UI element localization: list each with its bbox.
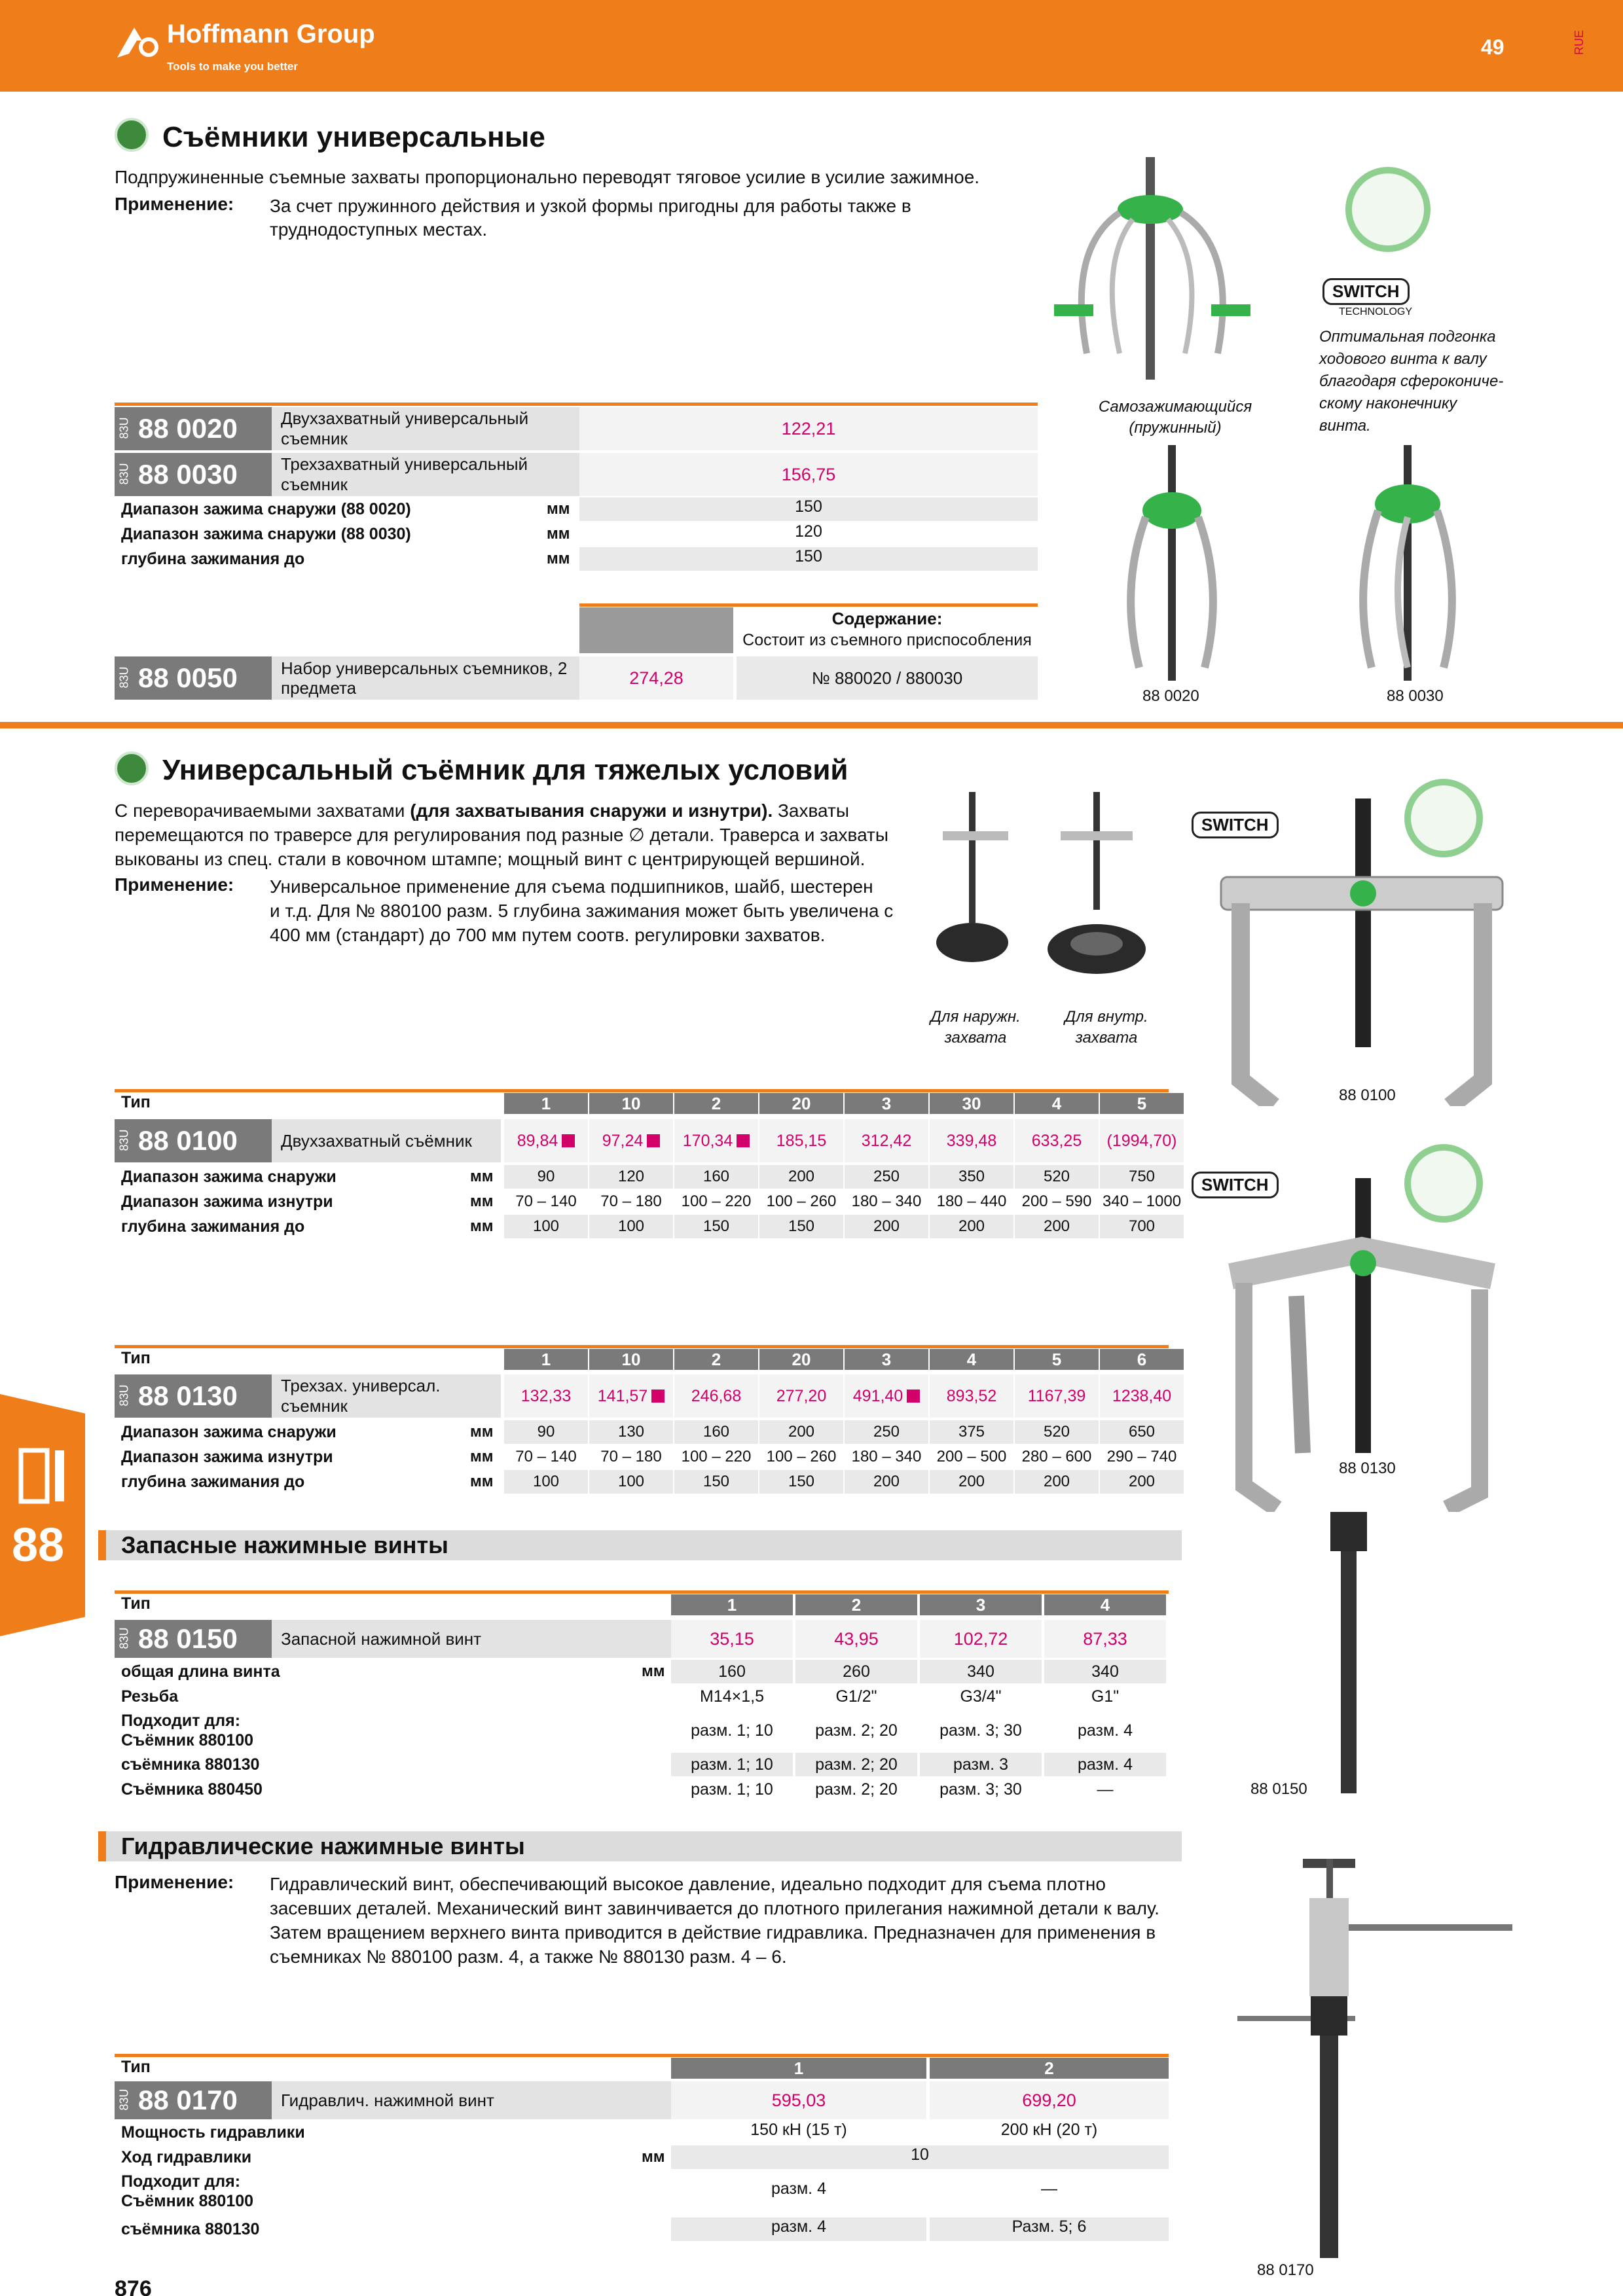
price-value: 185,15 bbox=[776, 1131, 827, 1150]
product-price bbox=[674, 1374, 758, 1418]
set-description bbox=[272, 656, 579, 700]
special-offer-marker-icon bbox=[562, 1134, 575, 1147]
type-number: 3 bbox=[920, 1594, 1042, 1615]
spec-unit: мм bbox=[642, 1662, 665, 1680]
spec-label: Съёмника 880450 bbox=[121, 1780, 263, 1799]
application-text: За счет пружинного действия и узкой формы пригодны для работы также в bbox=[270, 196, 911, 216]
product-code: 83U 88 0170 bbox=[115, 2081, 272, 2119]
spec-value: 200 bbox=[1015, 1470, 1099, 1494]
spec-value: 10 bbox=[671, 2145, 1169, 2169]
spec-value: 100 bbox=[589, 1470, 673, 1494]
spec-value: 70 – 140 bbox=[515, 1448, 577, 1465]
type-number: 3 bbox=[845, 1349, 928, 1370]
spec-value: 260 bbox=[795, 1660, 917, 1683]
type-label: Тип bbox=[121, 1093, 151, 1111]
spec-value: 750 bbox=[1100, 1165, 1184, 1189]
application-text: Гидравлический винт, обеспечивающий высокое давление, идеально подходит для съема плотно bbox=[270, 1874, 1106, 1894]
spec-label: глубина зажимания до bbox=[121, 1217, 305, 1236]
product-price bbox=[845, 1374, 928, 1418]
spec-label: съёмника 880130 bbox=[121, 1755, 260, 1774]
spec-value: 90 bbox=[504, 1165, 588, 1189]
spec-unit: мм bbox=[547, 550, 570, 567]
spec-label: Резьба bbox=[121, 1687, 179, 1706]
spec-label: общая длина винта bbox=[121, 1662, 280, 1681]
spec-value: 90 bbox=[504, 1420, 588, 1444]
spec-value: 520 bbox=[1015, 1165, 1099, 1189]
set-header-blank bbox=[579, 607, 733, 653]
product-price: 595,03 bbox=[671, 2081, 926, 2119]
set-desc-line: предмета bbox=[281, 678, 357, 698]
price-value: 246,68 bbox=[691, 1386, 742, 1405]
type-number: 6 bbox=[1100, 1349, 1184, 1370]
spec-label: съёмника 880130 bbox=[121, 2220, 260, 2238]
spec-value: 120 bbox=[795, 522, 822, 541]
product-description: Трехзах. универсал. съемник bbox=[272, 1374, 501, 1418]
spec-value: 250 bbox=[845, 1165, 928, 1189]
figure-label: 88 0030 bbox=[1387, 687, 1444, 705]
switch-caption bbox=[1319, 326, 1503, 437]
divider bbox=[115, 1089, 1169, 1092]
section-divider bbox=[0, 722, 1623, 728]
puller-88-0020-image bbox=[1113, 445, 1231, 681]
divider bbox=[115, 1345, 1169, 1348]
caption-self-clamping: Самозажимающийся bbox=[1098, 398, 1252, 416]
product-code: 83U 88 0130 bbox=[115, 1374, 272, 1418]
switch-technology-logo: SWITCH bbox=[1192, 812, 1279, 838]
spec-value: разм. 3; 30 bbox=[939, 1721, 1022, 1740]
spec-label: Мощность гидравлики bbox=[121, 2123, 305, 2142]
spec-value: 375 bbox=[930, 1420, 1013, 1444]
special-offer-marker-icon bbox=[907, 1390, 920, 1403]
spec-value: 180 – 340 bbox=[851, 1193, 922, 1210]
product-code: 83U 88 0020 bbox=[115, 407, 272, 450]
usage-outer-inner-image bbox=[930, 792, 1152, 1001]
price-value: 170,34 bbox=[682, 1131, 733, 1150]
product-description: Двухзахватный универсальный съемник bbox=[272, 407, 579, 450]
spec-unit: мм bbox=[547, 500, 570, 518]
section-intro: Подпружиненные съемные захваты пропорционально переводят тяговое усилие в усилие зажимное. bbox=[115, 167, 980, 187]
spec-value: 200 bbox=[1015, 1215, 1099, 1238]
caption-outer: Для наружн. bbox=[930, 1008, 1021, 1026]
product-price bbox=[1100, 1374, 1184, 1418]
switch-caption-line: благодаря сферокониче- bbox=[1319, 372, 1504, 390]
price-value: 89,84 bbox=[517, 1131, 558, 1150]
type-number: 1 bbox=[504, 1349, 588, 1370]
price-value: 1167,39 bbox=[1027, 1386, 1086, 1405]
type-number: 5 bbox=[1100, 1093, 1184, 1114]
divider bbox=[579, 603, 1038, 607]
spec-value: 200 bbox=[759, 1165, 843, 1189]
spec-value: 70 – 180 bbox=[600, 1193, 662, 1210]
spec-value: разм. 2; 20 bbox=[815, 1721, 898, 1740]
spec-value: 340 – 1000 bbox=[1102, 1193, 1182, 1210]
puller-88-0100-image bbox=[1214, 798, 1509, 1106]
spec-value: 180 – 340 bbox=[851, 1448, 922, 1465]
product-price bbox=[589, 1119, 673, 1162]
figure-label: 88 0100 bbox=[1339, 1086, 1396, 1104]
spec-unit: мм bbox=[470, 1448, 494, 1465]
product-code: 83U 88 0150 bbox=[115, 1620, 272, 1658]
product-price bbox=[759, 1374, 843, 1418]
spec-value: 100 – 220 bbox=[681, 1448, 752, 1465]
spec-value: разм. 4 bbox=[771, 2179, 826, 2198]
type-number: 10 bbox=[589, 1349, 673, 1370]
section-intro: перемещаются по траверсе для регулирования под разные ∅ детали. Траверса и захваты bbox=[115, 825, 888, 845]
product-price: 122,21 bbox=[579, 407, 1038, 450]
type-label: Тип bbox=[121, 2058, 151, 2076]
spec-value: 200 – 500 bbox=[936, 1448, 1007, 1465]
figure-label: 88 0150 bbox=[1250, 1780, 1307, 1798]
type-number: 5 bbox=[1015, 1349, 1099, 1370]
spec-value: M14×1,5 bbox=[700, 1687, 764, 1706]
section-title: Запасные нажимные винты bbox=[121, 1532, 448, 1558]
price-value: 633,25 bbox=[1031, 1131, 1082, 1150]
fits-label-line: Подходит для: bbox=[121, 1712, 241, 1730]
spec-value: Разм. 5; 6 bbox=[930, 2217, 1169, 2241]
product-price: 102,72 bbox=[920, 1620, 1042, 1658]
spec-value: 150 bbox=[759, 1215, 843, 1238]
product-price: 699,20 bbox=[930, 2081, 1169, 2119]
spec-label: Диапазон зажима снаружи (88 0020) bbox=[121, 500, 411, 518]
spec-value: 290 – 740 bbox=[1106, 1448, 1177, 1465]
type-label: Тип bbox=[121, 1349, 151, 1367]
spec-value: разм. 3 bbox=[920, 1753, 1042, 1776]
spec-value: 150 bbox=[579, 497, 1038, 521]
product-price bbox=[845, 1119, 928, 1162]
product-description: Трехзахватный универсальный съемник bbox=[272, 453, 579, 496]
price-value: 141,57 bbox=[597, 1386, 648, 1405]
spec-value: 520 bbox=[1015, 1420, 1099, 1444]
type-number: 2 bbox=[674, 1093, 758, 1114]
product-code: 83U 88 0100 bbox=[115, 1119, 272, 1162]
product-price: 156,75 bbox=[579, 453, 1038, 496]
spec-value: 100 – 260 bbox=[766, 1448, 837, 1465]
price-value: 893,52 bbox=[946, 1386, 997, 1405]
spec-value: 130 bbox=[589, 1420, 673, 1444]
spec-value: 160 bbox=[674, 1420, 758, 1444]
section-title: Универсальный съёмник для тяжелых условий bbox=[162, 754, 848, 786]
set-content-title: Содержание: bbox=[831, 609, 943, 628]
type-number: 1 bbox=[671, 2058, 926, 2079]
spec-value: 100 bbox=[589, 1215, 673, 1238]
switch-caption-line: Оптимальная подгонка bbox=[1319, 328, 1496, 346]
spec-value: разм. 1; 10 bbox=[691, 1780, 773, 1799]
product-description: Двухзахватный съёмник bbox=[272, 1119, 501, 1162]
spec-value: разм. 4 bbox=[671, 2217, 926, 2241]
spec-value: — bbox=[1097, 1780, 1114, 1799]
application-label: Применение: bbox=[115, 1872, 234, 1892]
spec-value: 180 – 440 bbox=[936, 1193, 1007, 1210]
product-description: Запасной нажимной винт bbox=[272, 1620, 671, 1658]
section-band-marker bbox=[98, 1530, 106, 1560]
spec-value: разм. 3; 30 bbox=[939, 1780, 1022, 1799]
fits-label bbox=[121, 1711, 253, 1750]
page-number-top: 49 bbox=[1481, 35, 1504, 59]
type-label: Тип bbox=[121, 1594, 151, 1613]
language-code: RUE bbox=[1573, 29, 1586, 55]
price-value: (1994,70) bbox=[1106, 1131, 1177, 1150]
spec-value: разм. 4 bbox=[1078, 1721, 1133, 1740]
spec-value: G1/2" bbox=[835, 1687, 877, 1706]
spec-value: 200 bbox=[1100, 1470, 1184, 1494]
switch-technology-logo: SWITCH bbox=[1322, 278, 1410, 305]
chapter-number: 88 bbox=[12, 1519, 65, 1571]
switch-technology-sub: TECHNOLOGY bbox=[1339, 306, 1413, 317]
spec-value: — bbox=[1041, 2179, 1057, 2198]
type-number: 1 bbox=[504, 1093, 588, 1114]
brand-tagline: Tools to make you better bbox=[167, 60, 298, 73]
divider bbox=[115, 1590, 1169, 1594]
spec-label: Диапазон зажима снаружи (88 0030) bbox=[121, 525, 411, 543]
page-number-bottom: 876 bbox=[115, 2276, 152, 2296]
spec-value: G1" bbox=[1091, 1687, 1120, 1706]
special-offer-marker-icon bbox=[647, 1134, 660, 1147]
spec-value: 160 bbox=[671, 1660, 793, 1683]
figure-label: 88 0130 bbox=[1339, 1460, 1396, 1477]
spec-unit: мм bbox=[642, 2148, 665, 2166]
product-price bbox=[504, 1374, 588, 1418]
spec-value: 150 bbox=[579, 547, 1038, 571]
spec-label: глубина зажимания до bbox=[121, 1473, 305, 1491]
price-value: 277,20 bbox=[776, 1386, 827, 1405]
product-price bbox=[1100, 1119, 1184, 1162]
product-price: 87,33 bbox=[1044, 1620, 1166, 1658]
application-text: засевших деталей. Механический винт завинчивается до плотного прилегания нажимной детали к валу. bbox=[270, 1898, 1159, 1918]
set-code: 83U 88 0050 bbox=[115, 656, 272, 700]
type-number: 30 bbox=[930, 1093, 1013, 1114]
spec-value: 150 bbox=[674, 1470, 758, 1494]
set-price: 274,28 bbox=[579, 656, 733, 700]
spec-unit: мм bbox=[470, 1217, 494, 1235]
product-price bbox=[930, 1119, 1013, 1162]
type-number: 4 bbox=[1044, 1594, 1166, 1615]
price-value: 97,24 bbox=[602, 1131, 644, 1150]
fits-label bbox=[121, 2172, 253, 2211]
caption-self-clamping: (пружинный) bbox=[1129, 419, 1222, 437]
spec-value: 70 – 140 bbox=[515, 1193, 577, 1210]
type-number: 3 bbox=[845, 1093, 928, 1114]
divider bbox=[115, 403, 1038, 406]
special-offer-marker-icon bbox=[737, 1134, 750, 1147]
type-number: 2 bbox=[674, 1349, 758, 1370]
product-price: 35,15 bbox=[671, 1620, 793, 1658]
spec-value: 200 bbox=[845, 1470, 928, 1494]
spec-value: 200 – 590 bbox=[1021, 1193, 1092, 1210]
caption-outer: захвата bbox=[944, 1029, 1007, 1047]
product-price bbox=[1015, 1119, 1099, 1162]
switch-caption-line: скому наконечнику bbox=[1319, 395, 1457, 412]
product-price bbox=[674, 1119, 758, 1162]
spec-label: Ход гидравлики bbox=[121, 2148, 252, 2166]
spec-value: разм. 1; 10 bbox=[691, 1721, 773, 1740]
section-title: Съёмники универсальные bbox=[162, 121, 545, 153]
product-description: Гидравлич. нажимной винт bbox=[272, 2081, 671, 2119]
product-price bbox=[930, 1374, 1013, 1418]
puller-88-0030-image bbox=[1349, 445, 1467, 681]
product-code: 83U 88 0030 bbox=[115, 453, 272, 496]
type-number: 1 bbox=[671, 1594, 793, 1615]
product-price bbox=[759, 1119, 843, 1162]
type-number: 20 bbox=[759, 1349, 843, 1370]
section-title: Гидравлические нажимные винты bbox=[121, 1833, 525, 1859]
spec-unit: мм bbox=[470, 1423, 494, 1441]
product-price bbox=[1015, 1374, 1099, 1418]
fits-label-line: Съёмник 880100 bbox=[121, 2192, 254, 2210]
hydraulic-screw-image bbox=[1237, 1859, 1512, 2258]
spec-value: 350 bbox=[930, 1165, 1013, 1189]
spec-value: 150 кН (15 т) bbox=[750, 2121, 847, 2139]
section-intro: выкованы из спец. стали в ковочном штампе; мощный винт с центрирующей вершиной. bbox=[115, 849, 866, 869]
set-content: № 880020 / 880030 bbox=[737, 656, 1038, 700]
spring-puller-image bbox=[1048, 157, 1257, 380]
spec-value: 160 bbox=[674, 1165, 758, 1189]
brand-name: Hoffmann Group bbox=[167, 20, 375, 48]
spec-value: 200 bbox=[759, 1420, 843, 1444]
hoffmann-logo-icon bbox=[115, 25, 162, 59]
type-number: 20 bbox=[759, 1093, 843, 1114]
set-content-sub: Состоит из съемного приспособления bbox=[742, 631, 1032, 649]
fits-label-line: Съёмник 880100 bbox=[121, 1731, 254, 1749]
spec-unit: мм bbox=[470, 1473, 494, 1490]
spec-value: 280 – 600 bbox=[1021, 1448, 1092, 1465]
spec-value: 200 кН (20 т) bbox=[1000, 2121, 1098, 2139]
price-value: 491,40 bbox=[852, 1386, 903, 1405]
section-intro: С переворачиваемыми захватами (для захватывания снаружи и изнутри). Захваты bbox=[115, 800, 849, 821]
spec-value: 340 bbox=[920, 1660, 1042, 1683]
spec-unit: мм bbox=[547, 525, 570, 543]
divider bbox=[115, 2054, 1169, 2057]
special-offer-marker-icon bbox=[651, 1390, 665, 1403]
price-value: 312,42 bbox=[861, 1131, 912, 1150]
application-text: Универсальное применение для съема подшипников, шайб, шестерен bbox=[270, 876, 873, 897]
spec-value: 150 bbox=[674, 1215, 758, 1238]
spec-value: 120 bbox=[589, 1165, 673, 1189]
spec-value: 100 – 220 bbox=[681, 1193, 752, 1210]
spec-label: глубина зажимания до bbox=[121, 550, 305, 568]
type-number: 4 bbox=[1015, 1093, 1099, 1114]
type-number: 10 bbox=[589, 1093, 673, 1114]
caption-inner: захвата bbox=[1075, 1029, 1138, 1047]
spec-value: 340 bbox=[1044, 1660, 1166, 1683]
switch-rotation-icon bbox=[1345, 167, 1431, 252]
type-number: 2 bbox=[930, 2058, 1169, 2079]
chapter-tool-icon bbox=[18, 1446, 71, 1505]
switch-caption-line: винта. bbox=[1319, 417, 1371, 435]
spare-screw-image bbox=[1322, 1512, 1375, 1793]
figure-label: 88 0170 bbox=[1257, 2261, 1314, 2279]
application-text: Затем вращением верхнего винта приводится в действие гидравлика. Предназначен для применения в bbox=[270, 1922, 1156, 1943]
section-icon bbox=[115, 118, 149, 152]
spec-value: 200 bbox=[930, 1215, 1013, 1238]
product-price: 43,95 bbox=[795, 1620, 917, 1658]
caption-inner: Для внутр. bbox=[1065, 1008, 1148, 1026]
type-number: 4 bbox=[930, 1349, 1013, 1370]
price-value: 1238,40 bbox=[1112, 1386, 1172, 1405]
spec-value: разм. 2; 20 bbox=[815, 1780, 898, 1799]
application-text: 400 мм (стандарт) до 700 мм путем соотв. регулировки захватов. bbox=[270, 925, 826, 945]
spec-value: 650 bbox=[1100, 1420, 1184, 1444]
spec-label: Диапазон зажима снаружи bbox=[121, 1168, 337, 1186]
fits-label-line: Подходит для: bbox=[121, 2172, 241, 2191]
spec-value: разм. 1; 10 bbox=[671, 1753, 793, 1776]
application-label: Применение: bbox=[115, 194, 234, 214]
application-text: съемниках № 880100 разм. 4, а также № 880130 разм. 4 – 6. bbox=[270, 1946, 787, 1967]
application-text: и т.д. Для № 880100 разм. 5 глубина зажимания может быть увеличена с bbox=[270, 901, 894, 921]
spec-value: G3/4" bbox=[960, 1687, 1002, 1706]
spec-label: Диапазон зажима изнутри bbox=[121, 1448, 333, 1466]
spec-unit: мм bbox=[470, 1168, 494, 1185]
spec-value: 100 – 260 bbox=[766, 1193, 837, 1210]
spec-value: 700 bbox=[1100, 1215, 1184, 1238]
spec-value: 250 bbox=[845, 1420, 928, 1444]
spec-value: 100 bbox=[504, 1470, 588, 1494]
price-value: 339,48 bbox=[946, 1131, 997, 1150]
chapter-tab bbox=[0, 1394, 85, 1636]
section-icon bbox=[115, 751, 149, 785]
section-band-marker bbox=[98, 1831, 106, 1861]
spec-value: 150 bbox=[759, 1470, 843, 1494]
spec-label: Диапазон зажима снаружи bbox=[121, 1423, 337, 1441]
spec-value: 200 bbox=[845, 1215, 928, 1238]
product-price bbox=[504, 1119, 588, 1162]
figure-label: 88 0020 bbox=[1142, 687, 1199, 705]
spec-value: разм. 4 bbox=[1044, 1753, 1166, 1776]
spec-value: разм. 2; 20 bbox=[795, 1753, 917, 1776]
spec-value: 200 bbox=[930, 1470, 1013, 1494]
spec-value: 100 bbox=[504, 1215, 588, 1238]
switch-technology-logo: SWITCH bbox=[1192, 1172, 1279, 1198]
spec-unit: мм bbox=[470, 1193, 494, 1210]
spec-label: Диапазон зажима изнутри bbox=[121, 1193, 333, 1211]
application-text: труднодоступных местах. bbox=[270, 219, 488, 240]
switch-caption-line: ходового винта к валу bbox=[1319, 350, 1487, 368]
spec-value: 70 – 180 bbox=[600, 1448, 662, 1465]
application-label: Применение: bbox=[115, 874, 234, 895]
product-price bbox=[589, 1374, 673, 1418]
type-number: 2 bbox=[795, 1594, 917, 1615]
price-value: 132,33 bbox=[520, 1386, 572, 1405]
set-desc-line: Набор универсальных съемников, 2 bbox=[281, 658, 568, 678]
